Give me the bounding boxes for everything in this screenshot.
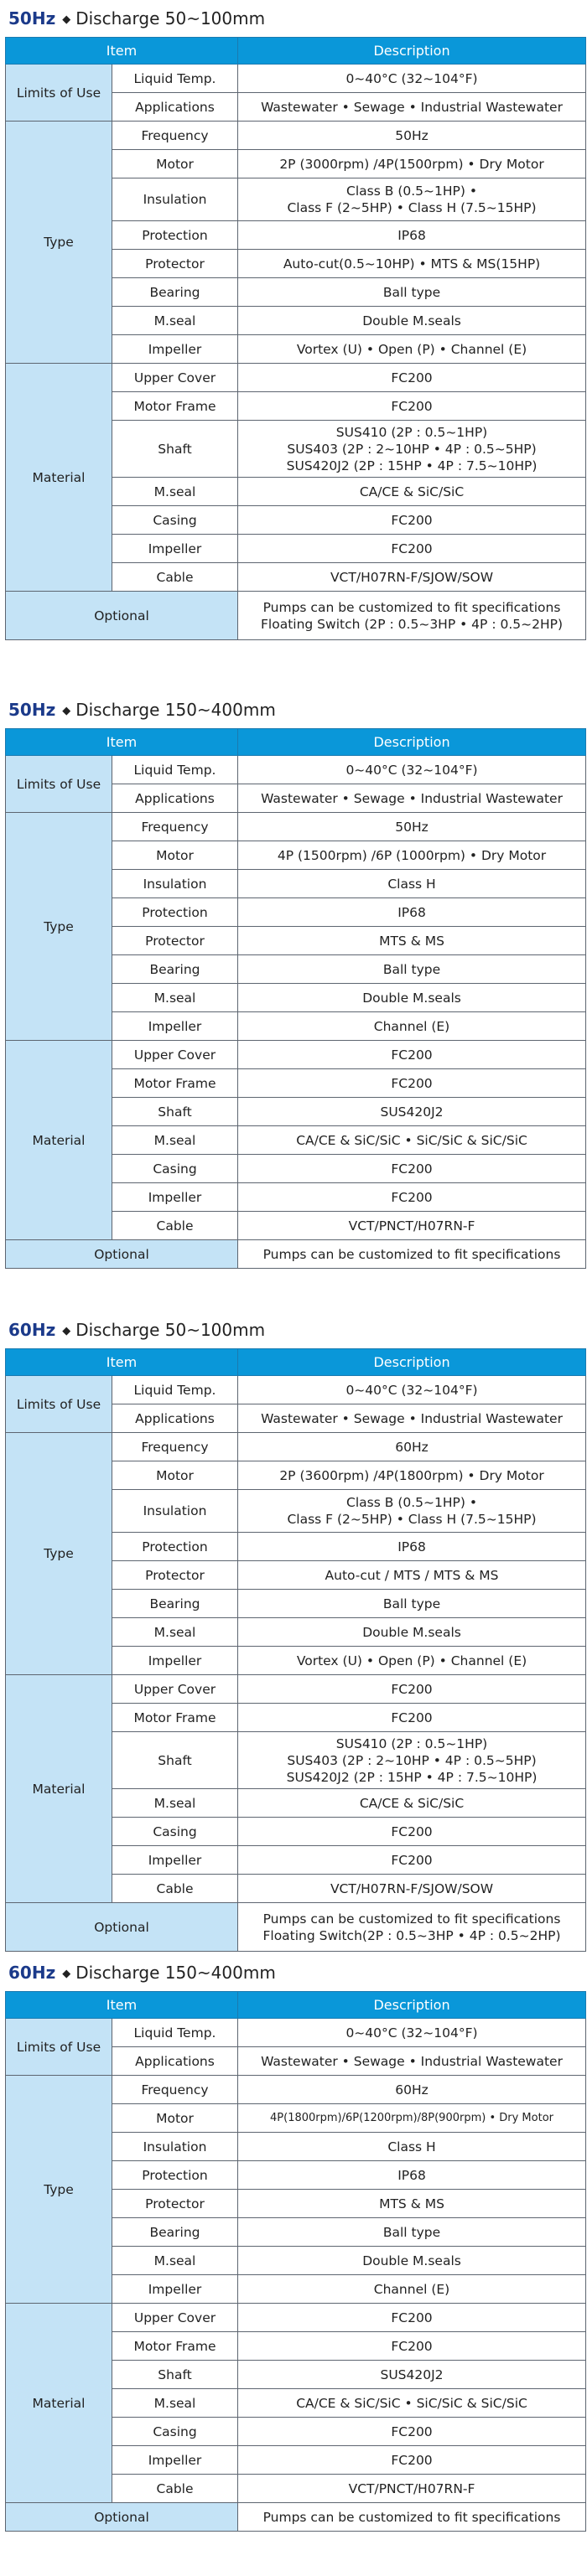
value-line: Pumps can be customized to fit specifications — [262, 599, 561, 615]
optional-label: Optional — [6, 1240, 238, 1269]
value-line: 0~40°C (32~104°F) — [345, 1382, 478, 1398]
row-label-upper-cover: Upper Cover — [112, 1041, 238, 1069]
row-value — [238, 1846, 586, 1875]
row-value — [238, 1590, 586, 1618]
value-line: SUS420J2 — [380, 1104, 444, 1120]
row-label-protection: Protection — [112, 1533, 238, 1561]
value-line: Channel (E) — [373, 2281, 450, 2297]
row-label-impeller: Impeller — [112, 2446, 238, 2475]
row-label-applications: Applications — [112, 2047, 238, 2076]
value-line: IP68 — [397, 1539, 426, 1554]
value-line: IP68 — [397, 904, 426, 920]
value-line: SUS420J2 — [380, 2367, 444, 2382]
value-line: Double M.seals — [362, 990, 461, 1006]
row-label-m-seal: M.seal — [112, 1789, 238, 1818]
value-line: SUS420J2 (2P : 15HP • 4P : 7.5~10HP) — [286, 1769, 538, 1785]
row-label-upper-cover: Upper Cover — [112, 2304, 238, 2332]
row-value — [238, 2190, 586, 2218]
row-value — [238, 563, 586, 592]
value-line: Class F (2~5HP) • Class H (7.5~15HP) — [287, 200, 537, 215]
optional-value — [238, 1240, 586, 1269]
row-label-protector: Protector — [112, 2190, 238, 2218]
value-line: VCT/H07RN-F/SJOW/SOW — [330, 1880, 494, 1896]
value-line: FC200 — [391, 370, 433, 385]
row-value — [238, 1433, 586, 1461]
section-title — [0, 691, 587, 728]
table-row — [6, 1433, 586, 1461]
value-line: 0~40°C (32~104°F) — [345, 2025, 478, 2041]
table-row — [6, 2076, 586, 2104]
row-value — [238, 1533, 586, 1561]
diamond-icon: ◆ — [62, 1968, 71, 1980]
row-value — [238, 150, 586, 178]
value-line: MTS & MS — [379, 2196, 444, 2211]
row-value — [238, 2019, 586, 2047]
header-row — [6, 729, 586, 756]
row-label-bearing: Bearing — [112, 955, 238, 984]
value-line: Floating Switch(2P : 0.5~3HP • 4P : 0.5~2HP) — [262, 1927, 561, 1943]
header-description: Description — [238, 38, 586, 65]
row-label-casing: Casing — [112, 1155, 238, 1183]
row-value — [238, 2161, 586, 2190]
row-value — [238, 535, 586, 563]
row-label-upper-cover: Upper Cover — [112, 364, 238, 392]
row-label-motor-frame: Motor Frame — [112, 2332, 238, 2361]
row-value — [238, 841, 586, 870]
row-label-m-seal: M.seal — [112, 307, 238, 335]
optional-row — [6, 1240, 586, 1269]
row-label-shaft: Shaft — [112, 1098, 238, 1126]
table-row — [6, 1041, 586, 1069]
table-row — [6, 813, 586, 841]
row-label-upper-cover: Upper Cover — [112, 1675, 238, 1704]
value-line: FC200 — [391, 2338, 433, 2354]
row-label-motor-frame: Motor Frame — [112, 1704, 238, 1732]
row-value — [238, 756, 586, 784]
row-label-frequency: Frequency — [112, 122, 238, 150]
row-value — [238, 2389, 586, 2418]
header-description: Description — [238, 1992, 586, 2019]
value-line: 60Hz — [395, 1439, 429, 1455]
row-value — [238, 2418, 586, 2446]
row-label-casing: Casing — [112, 1818, 238, 1846]
value-line: FC200 — [391, 1823, 433, 1839]
row-label-shaft: Shaft — [112, 2361, 238, 2389]
row-value — [238, 2475, 586, 2503]
value-line: Pumps can be customized to fit specifications — [262, 1911, 561, 1927]
optional-row — [6, 1903, 586, 1952]
category-type: Type — [6, 813, 112, 1041]
row-label-bearing: Bearing — [112, 1590, 238, 1618]
row-value — [238, 1376, 586, 1404]
optional-label: Optional — [6, 1903, 238, 1952]
value-line: FC200 — [391, 1047, 433, 1063]
row-value — [238, 1098, 586, 1126]
value-line: Ball type — [382, 1596, 441, 1611]
table-row — [6, 65, 586, 93]
row-value — [238, 178, 586, 221]
row-label-bearing: Bearing — [112, 2218, 238, 2247]
header-row — [6, 1349, 586, 1376]
value-line: MTS & MS — [379, 933, 444, 949]
row-value — [238, 1647, 586, 1675]
row-label-casing: Casing — [112, 506, 238, 535]
value-line: CA/CE & SiC/SiC — [359, 1795, 465, 1811]
spec-section — [0, 691, 587, 1269]
row-value — [238, 870, 586, 898]
diamond-icon: ◆ — [62, 13, 71, 26]
value-line: FC200 — [391, 541, 433, 556]
row-label-m-seal: M.seal — [112, 984, 238, 1012]
table-row — [6, 364, 586, 392]
row-label-protection: Protection — [112, 898, 238, 927]
optional-value — [238, 1903, 586, 1952]
value-line: FC200 — [391, 512, 433, 528]
row-value — [238, 1561, 586, 1590]
row-label-insulation: Insulation — [112, 870, 238, 898]
table-row — [6, 756, 586, 784]
row-label-motor: Motor — [112, 150, 238, 178]
row-value — [238, 784, 586, 813]
value-line: VCT/H07RN-F/SJOW/SOW — [330, 569, 494, 585]
row-label-cable: Cable — [112, 2475, 238, 2503]
row-label-m-seal: M.seal — [112, 1618, 238, 1647]
frequency-label: 60Hz — [8, 1320, 56, 1340]
row-value — [238, 506, 586, 535]
value-line: Double M.seals — [362, 313, 461, 328]
row-label-impeller: Impeller — [112, 1183, 238, 1212]
section-title — [0, 1954, 587, 1991]
category-type: Type — [6, 1433, 112, 1675]
row-label-protector: Protector — [112, 927, 238, 955]
row-label-insulation: Insulation — [112, 1490, 238, 1533]
section-title — [0, 0, 587, 37]
row-value — [238, 2361, 586, 2389]
row-value — [238, 392, 586, 421]
row-label-frequency: Frequency — [112, 813, 238, 841]
value-line: Class F (2~5HP) • Class H (7.5~15HP) — [287, 1512, 537, 1527]
table-row — [6, 2304, 586, 2332]
discharge-label: Discharge 50~100mm — [75, 1320, 266, 1340]
value-line: 2P (3600rpm) /4P(1800rpm) • Dry Motor — [279, 1467, 544, 1483]
row-value — [238, 421, 586, 478]
row-value — [238, 364, 586, 392]
value-line: Pumps can be customized to fit specifications — [262, 1246, 561, 1262]
row-value — [238, 1789, 586, 1818]
header-item: Item — [6, 1349, 238, 1376]
value-line: Class B (0.5~1HP) • — [346, 1495, 477, 1510]
row-value — [238, 2332, 586, 2361]
value-line: CA/CE & SiC/SiC • SiC/SiC & SiC/SiC — [296, 1132, 527, 1148]
row-value — [238, 955, 586, 984]
row-value — [238, 1012, 586, 1041]
row-value — [238, 1704, 586, 1732]
row-label-cable: Cable — [112, 563, 238, 592]
value-line: Auto-cut / MTS / MTS & MS — [325, 1567, 499, 1583]
row-value — [238, 2133, 586, 2161]
value-line: SUS403 (2P : 2~10HP • 4P : 0.5~5HP) — [287, 1752, 537, 1768]
value-line: 0~40°C (32~104°F) — [345, 70, 478, 86]
row-value — [238, 335, 586, 364]
row-value — [238, 2218, 586, 2247]
optional-label: Optional — [6, 592, 238, 640]
row-label-applications: Applications — [112, 784, 238, 813]
value-line: Ball type — [382, 284, 441, 300]
value-line: Auto-cut(0.5~10HP) • MTS & MS(15HP) — [283, 256, 541, 272]
category-limits-of-use: Limits of Use — [6, 2019, 112, 2076]
value-line: Ball type — [382, 2224, 441, 2240]
category-material: Material — [6, 1675, 112, 1903]
row-value — [238, 1183, 586, 1212]
value-line: SUS410 (2P : 0.5~1HP) — [335, 1735, 488, 1751]
row-value — [238, 984, 586, 1012]
value-line: Pumps can be customized to fit specifications — [262, 2509, 561, 2525]
row-label-protector: Protector — [112, 250, 238, 278]
row-label-protection: Protection — [112, 221, 238, 250]
row-label-motor: Motor — [112, 841, 238, 870]
row-value — [238, 1126, 586, 1155]
value-line: CA/CE & SiC/SiC — [359, 484, 465, 499]
row-value — [238, 2446, 586, 2475]
value-line: SUS403 (2P : 2~10HP • 4P : 0.5~5HP) — [287, 441, 537, 457]
row-value — [238, 1155, 586, 1183]
category-limits-of-use: Limits of Use — [6, 1376, 112, 1433]
value-line: SUS410 (2P : 0.5~1HP) — [335, 424, 488, 440]
diamond-icon: ◆ — [62, 705, 71, 717]
value-line: IP68 — [397, 227, 426, 243]
row-value — [238, 221, 586, 250]
category-material: Material — [6, 364, 112, 592]
diamond-icon: ◆ — [62, 1325, 71, 1337]
category-type: Type — [6, 122, 112, 364]
optional-label: Optional — [6, 2503, 238, 2532]
row-label-protection: Protection — [112, 2161, 238, 2190]
value-line: 2P (3000rpm) /4P(1500rpm) • Dry Motor — [279, 156, 544, 172]
row-label-frequency: Frequency — [112, 1433, 238, 1461]
header-row — [6, 38, 586, 65]
value-line: VCT/PNCT/H07RN-F — [348, 1218, 475, 1234]
row-value — [238, 1404, 586, 1433]
discharge-label: Discharge 150~400mm — [75, 1963, 276, 1983]
row-value — [238, 1461, 586, 1490]
value-line: FC200 — [391, 1710, 433, 1725]
row-value — [238, 2304, 586, 2332]
frequency-label: 60Hz — [8, 1963, 56, 1983]
value-line: Class B (0.5~1HP) • — [346, 184, 477, 199]
header-item: Item — [6, 729, 238, 756]
value-line: Vortex (U) • Open (P) • Channel (E) — [296, 341, 527, 357]
value-line: FC200 — [391, 2310, 433, 2325]
row-label-cable: Cable — [112, 1875, 238, 1903]
frequency-label: 50Hz — [8, 700, 56, 720]
header-item: Item — [6, 38, 238, 65]
value-line: 4P(1800rpm)/6P(1200rpm)/8P(900rpm) • Dry Motor — [270, 2111, 553, 2124]
optional-row — [6, 592, 586, 640]
table-row — [6, 1376, 586, 1404]
value-line: Channel (E) — [373, 1018, 450, 1034]
table-row — [6, 122, 586, 150]
value-line: SUS420J2 (2P : 15HP • 4P : 7.5~10HP) — [286, 458, 538, 473]
row-value — [238, 1618, 586, 1647]
row-label-frequency: Frequency — [112, 2076, 238, 2104]
row-value — [238, 813, 586, 841]
row-label-insulation: Insulation — [112, 178, 238, 221]
row-value — [238, 2047, 586, 2076]
row-label-liquid-temp: Liquid Temp. — [112, 756, 238, 784]
row-value — [238, 250, 586, 278]
category-limits-of-use: Limits of Use — [6, 756, 112, 813]
value-line: 4P (1500rpm) /6P (1000rpm) • Dry Motor — [277, 847, 547, 863]
header-row — [6, 1992, 586, 2019]
category-type: Type — [6, 2076, 112, 2304]
row-label-m-seal: M.seal — [112, 2389, 238, 2418]
row-label-liquid-temp: Liquid Temp. — [112, 2019, 238, 2047]
header-item: Item — [6, 1992, 238, 2019]
row-label-bearing: Bearing — [112, 278, 238, 307]
value-line: Wastewater • Sewage • Industrial Wastewater — [261, 2053, 563, 2069]
row-value — [238, 1041, 586, 1069]
spec-section — [0, 0, 587, 640]
value-line: FC200 — [391, 1189, 433, 1205]
category-material: Material — [6, 2304, 112, 2503]
spec-section — [0, 1954, 587, 2532]
value-line: FC200 — [391, 1681, 433, 1697]
section-title — [0, 1311, 587, 1348]
value-line: FC200 — [391, 1161, 433, 1177]
value-line: Class H — [387, 2139, 436, 2154]
row-label-impeller: Impeller — [112, 1647, 238, 1675]
spec-table — [5, 1348, 586, 1952]
value-line: IP68 — [397, 2167, 426, 2183]
row-value — [238, 278, 586, 307]
value-line: CA/CE & SiC/SiC • SiC/SiC & SiC/SiC — [296, 2395, 527, 2411]
table-row — [6, 2019, 586, 2047]
row-label-impeller: Impeller — [112, 1012, 238, 1041]
spec-section — [0, 1311, 587, 1952]
value-line: Ball type — [382, 961, 441, 977]
row-label-motor-frame: Motor Frame — [112, 392, 238, 421]
value-line: Double M.seals — [362, 2253, 461, 2268]
row-label-protector: Protector — [112, 1561, 238, 1590]
value-line: Wastewater • Sewage • Industrial Wastewater — [261, 790, 563, 806]
row-label-liquid-temp: Liquid Temp. — [112, 65, 238, 93]
row-label-m-seal: M.seal — [112, 2247, 238, 2275]
header-description: Description — [238, 1349, 586, 1376]
row-value — [238, 1818, 586, 1846]
row-label-applications: Applications — [112, 93, 238, 122]
value-line: Vortex (U) • Open (P) • Channel (E) — [296, 1653, 527, 1668]
row-value — [238, 927, 586, 955]
value-line: Wastewater • Sewage • Industrial Wastewater — [261, 1410, 563, 1426]
row-value — [238, 93, 586, 122]
row-label-applications: Applications — [112, 1404, 238, 1433]
value-line: 50Hz — [395, 819, 429, 835]
table-row — [6, 1675, 586, 1704]
value-line: 60Hz — [395, 2082, 429, 2098]
row-label-motor: Motor — [112, 1461, 238, 1490]
value-line: Floating Switch (2P : 0.5~3HP • 4P : 0.5~2HP) — [261, 616, 564, 632]
value-line: 50Hz — [395, 127, 429, 143]
value-line: Wastewater • Sewage • Industrial Wastewater — [261, 99, 563, 115]
spec-table — [5, 37, 586, 640]
row-value — [238, 1732, 586, 1789]
row-value — [238, 2104, 586, 2133]
row-label-motor-frame: Motor Frame — [112, 1069, 238, 1098]
value-line: VCT/PNCT/H07RN-F — [348, 2480, 475, 2496]
frequency-label: 50Hz — [8, 8, 56, 28]
row-value — [238, 1875, 586, 1903]
row-label-m-seal: M.seal — [112, 1126, 238, 1155]
value-line: FC200 — [391, 2452, 433, 2468]
value-line: Double M.seals — [362, 1624, 461, 1640]
optional-value — [238, 592, 586, 640]
row-label-insulation: Insulation — [112, 2133, 238, 2161]
row-value — [238, 2247, 586, 2275]
optional-row — [6, 2503, 586, 2532]
value-line: FC200 — [391, 1852, 433, 1868]
row-label-m-seal: M.seal — [112, 478, 238, 506]
row-value — [238, 478, 586, 506]
row-value — [238, 1490, 586, 1533]
row-label-impeller: Impeller — [112, 535, 238, 563]
row-value — [238, 2275, 586, 2304]
value-line: FC200 — [391, 1075, 433, 1091]
row-label-shaft: Shaft — [112, 421, 238, 478]
row-value — [238, 307, 586, 335]
row-value — [238, 1675, 586, 1704]
row-label-shaft: Shaft — [112, 1732, 238, 1789]
row-label-cable: Cable — [112, 1212, 238, 1240]
row-value — [238, 898, 586, 927]
row-value — [238, 2076, 586, 2104]
row-label-liquid-temp: Liquid Temp. — [112, 1376, 238, 1404]
row-label-impeller: Impeller — [112, 1846, 238, 1875]
row-label-casing: Casing — [112, 2418, 238, 2446]
spec-table — [5, 728, 586, 1269]
category-limits-of-use: Limits of Use — [6, 65, 112, 122]
discharge-label: Discharge 50~100mm — [75, 8, 266, 28]
discharge-label: Discharge 150~400mm — [75, 700, 276, 720]
row-label-impeller: Impeller — [112, 335, 238, 364]
row-value — [238, 1212, 586, 1240]
row-value — [238, 65, 586, 93]
row-label-impeller: Impeller — [112, 2275, 238, 2304]
header-description: Description — [238, 729, 586, 756]
row-label-motor: Motor — [112, 2104, 238, 2133]
spec-table — [5, 1991, 586, 2532]
row-value — [238, 1069, 586, 1098]
value-line: FC200 — [391, 2423, 433, 2439]
category-material: Material — [6, 1041, 112, 1240]
value-line: FC200 — [391, 398, 433, 414]
value-line: Class H — [387, 876, 436, 892]
row-value — [238, 122, 586, 150]
optional-value — [238, 2503, 586, 2532]
value-line: 0~40°C (32~104°F) — [345, 762, 478, 778]
